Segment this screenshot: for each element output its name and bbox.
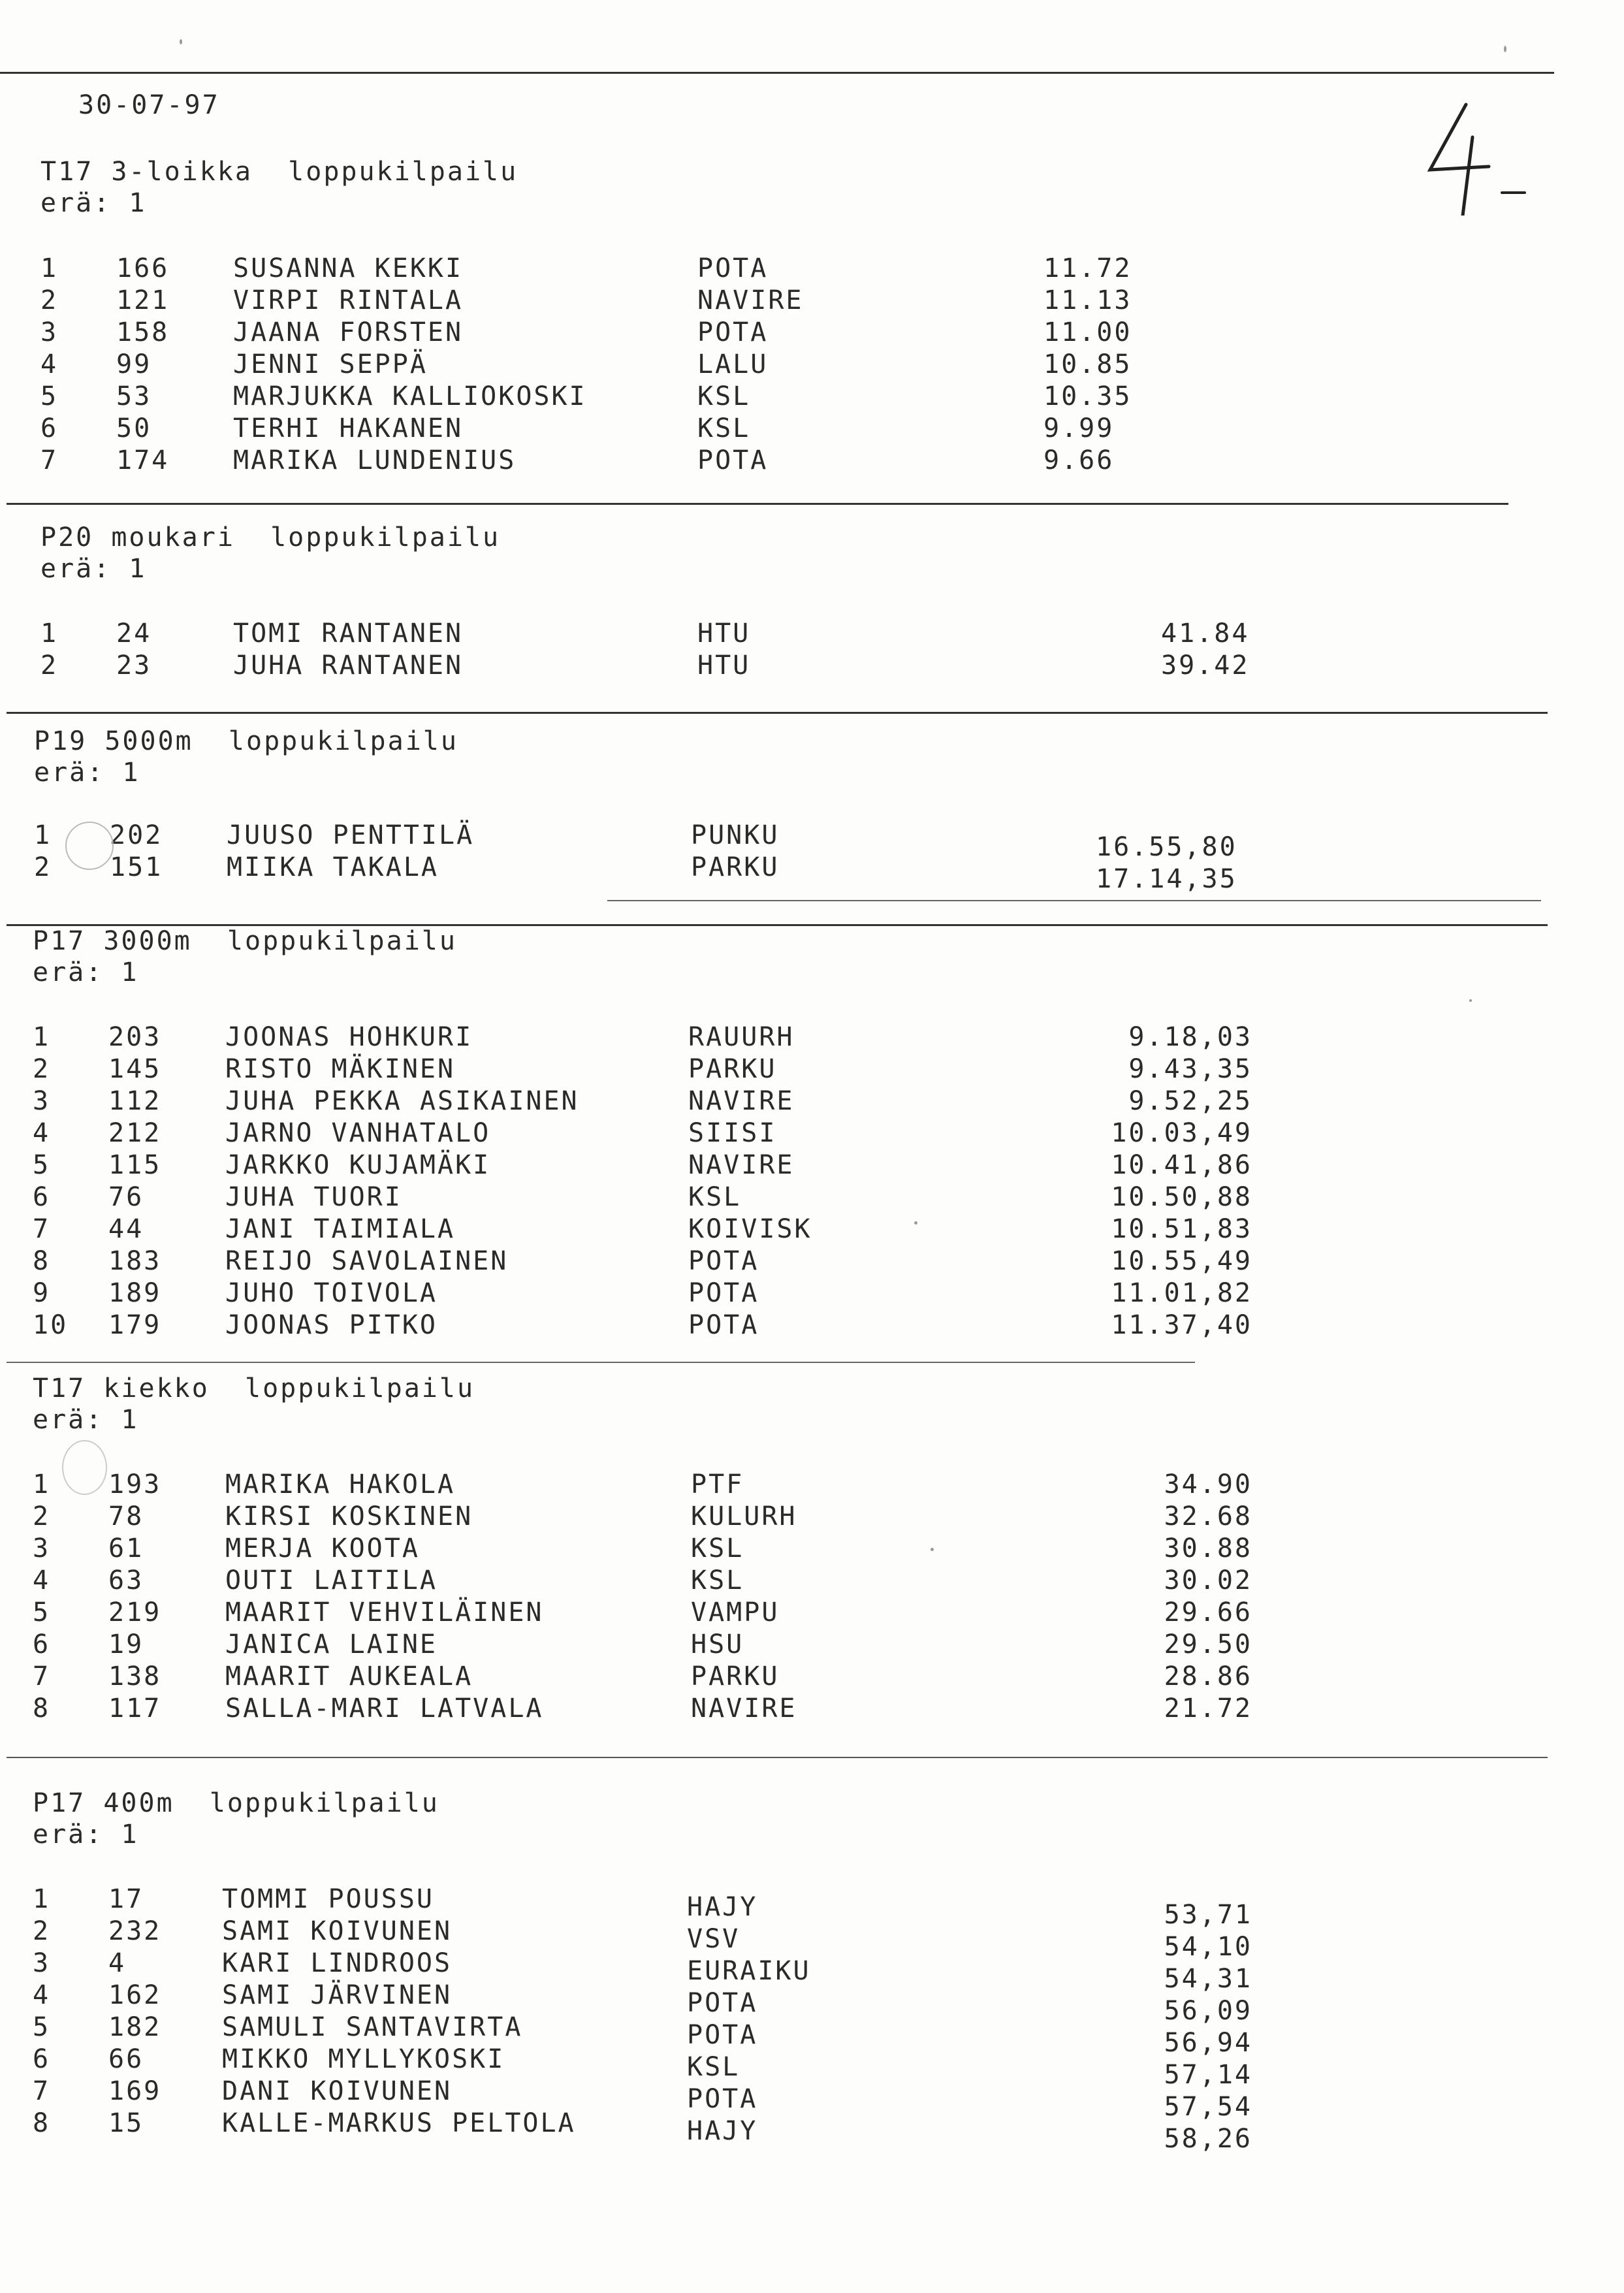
section-divider bbox=[7, 1362, 1195, 1363]
rank: 6 bbox=[40, 413, 59, 443]
club: PARKU bbox=[691, 852, 780, 882]
rank: 2 bbox=[34, 852, 52, 882]
club: POTA bbox=[687, 2020, 758, 2050]
rank: 4 bbox=[40, 349, 59, 379]
rank: 4 bbox=[33, 1118, 51, 1148]
table-row bbox=[0, 1948, 1624, 1994]
bib-number: 138 bbox=[108, 1661, 162, 1692]
club: PARKU bbox=[691, 1661, 780, 1692]
result: 11.01,82 bbox=[1111, 1278, 1252, 1308]
athlete-name: SALLA-MARI LATVALA bbox=[225, 1693, 544, 1724]
club: NAVIRE bbox=[688, 1086, 795, 1116]
athlete-name: SAMI JÄRVINEN bbox=[222, 1980, 453, 2010]
athlete-name: JUHO TOIVOLA bbox=[225, 1278, 438, 1308]
result: 21.72 bbox=[1164, 1693, 1252, 1724]
section-divider bbox=[7, 503, 1508, 505]
table-row bbox=[0, 317, 1624, 350]
athlete-name: MAARIT VEHVILÄINEN bbox=[225, 1597, 544, 1628]
rank: 1 bbox=[33, 1022, 51, 1052]
athlete-name: MIKKO MYLLYKOSKI bbox=[222, 2044, 505, 2074]
pencil-circle-mark bbox=[62, 1440, 107, 1495]
result: 10.41,86 bbox=[1111, 1150, 1252, 1180]
result: 57,14 bbox=[1164, 2060, 1252, 2090]
bib-number: 162 bbox=[108, 1980, 162, 2010]
rank: 5 bbox=[33, 1597, 51, 1628]
rank: 7 bbox=[40, 445, 59, 475]
section-divider bbox=[607, 900, 1541, 901]
scan-speck bbox=[1469, 999, 1472, 1002]
club: POTA bbox=[688, 1278, 759, 1308]
club: POTA bbox=[697, 317, 769, 347]
scan-speck bbox=[180, 39, 182, 44]
table-row bbox=[0, 1310, 1624, 1343]
club: KSL bbox=[688, 1182, 742, 1212]
table-row bbox=[0, 650, 1624, 683]
athlete-name: KALLE-MARKUS PELTOLA bbox=[222, 2108, 576, 2138]
bib-number: 193 bbox=[108, 1469, 162, 1499]
athlete-name: JUHA TUORI bbox=[225, 1182, 402, 1212]
section-title: P17 400m loppukilpailu bbox=[33, 1788, 439, 1818]
table-row bbox=[0, 349, 1624, 382]
bib-number: 189 bbox=[108, 1278, 162, 1308]
bib-number: 44 bbox=[108, 1214, 144, 1244]
athlete-name: JUUSO PENTTILÄ bbox=[227, 820, 475, 850]
bib-number: 212 bbox=[108, 1118, 162, 1148]
athlete-name: JUHA RANTANEN bbox=[233, 650, 464, 681]
club: KSL bbox=[697, 413, 751, 443]
bib-number: 17 bbox=[108, 1884, 144, 1914]
rank: 6 bbox=[33, 1182, 51, 1212]
athlete-name: SAMI KOIVUNEN bbox=[222, 1916, 453, 1946]
section-heat: erä: 1 bbox=[33, 1820, 139, 1850]
bib-number: 23 bbox=[116, 650, 152, 681]
table-row bbox=[0, 1661, 1624, 1694]
table-row bbox=[0, 1278, 1624, 1311]
club: NAVIRE bbox=[697, 285, 804, 315]
athlete-name: SAMULI SANTAVIRTA bbox=[222, 2012, 523, 2042]
bib-number: 15 bbox=[108, 2108, 144, 2138]
club: HTU bbox=[697, 650, 751, 681]
bib-number: 166 bbox=[116, 253, 170, 283]
club: NAVIRE bbox=[691, 1693, 797, 1724]
rank: 6 bbox=[33, 1629, 51, 1660]
bib-number: 202 bbox=[110, 820, 163, 850]
result: 39.42 bbox=[1161, 650, 1250, 681]
club: KSL bbox=[687, 2052, 740, 2082]
scan-speck bbox=[914, 1221, 917, 1225]
rank: 2 bbox=[40, 650, 59, 681]
athlete-name: DANI KOIVUNEN bbox=[222, 2076, 453, 2106]
athlete-name: TOMMI POUSSU bbox=[222, 1884, 434, 1914]
rank: 2 bbox=[33, 1916, 51, 1946]
club: POTA bbox=[688, 1246, 759, 1276]
table-row bbox=[0, 1916, 1624, 1962]
club: SIISI bbox=[688, 1118, 777, 1148]
result: 11.72 bbox=[1043, 253, 1132, 283]
table-row bbox=[0, 1054, 1624, 1087]
result: 29.50 bbox=[1164, 1629, 1252, 1660]
table-row bbox=[0, 253, 1624, 286]
rank: 5 bbox=[40, 381, 59, 411]
bib-number: 174 bbox=[116, 445, 170, 475]
top-rule bbox=[0, 72, 1554, 74]
athlete-name: REIJO SAVOLAINEN bbox=[225, 1246, 509, 1276]
table-row bbox=[0, 1693, 1624, 1726]
table-row bbox=[0, 1597, 1624, 1630]
athlete-name: JAANA FORSTEN bbox=[233, 317, 464, 347]
rank: 1 bbox=[40, 618, 59, 649]
result: 11.37,40 bbox=[1111, 1310, 1252, 1340]
table-row bbox=[0, 285, 1624, 318]
club: NAVIRE bbox=[688, 1150, 795, 1180]
club: POTA bbox=[688, 1310, 759, 1340]
bib-number: 179 bbox=[108, 1310, 162, 1340]
table-row bbox=[0, 1469, 1624, 1502]
rank: 1 bbox=[34, 820, 52, 850]
section-heat: erä: 1 bbox=[33, 1405, 139, 1435]
athlete-name: JANI TAIMIALA bbox=[225, 1214, 456, 1244]
rank: 2 bbox=[40, 285, 59, 315]
bib-number: 115 bbox=[108, 1150, 162, 1180]
result: 34.90 bbox=[1164, 1469, 1252, 1499]
bib-number: 61 bbox=[108, 1533, 144, 1563]
table-row bbox=[0, 1214, 1624, 1247]
result: 28.86 bbox=[1164, 1661, 1252, 1692]
bib-number: 24 bbox=[116, 618, 152, 649]
section-title: P19 5000m loppukilpailu bbox=[34, 726, 458, 756]
table-row bbox=[0, 1182, 1624, 1215]
bib-number: 232 bbox=[108, 1916, 162, 1946]
result: 17.14,35 bbox=[1096, 864, 1237, 894]
rank: 6 bbox=[33, 2044, 51, 2074]
club: POTA bbox=[697, 445, 769, 475]
bib-number: 66 bbox=[108, 2044, 144, 2074]
table-row bbox=[0, 1565, 1624, 1598]
result: 29.66 bbox=[1164, 1597, 1252, 1628]
bib-number: 145 bbox=[108, 1054, 162, 1084]
club: POTA bbox=[687, 1988, 758, 2018]
athlete-name: MIIKA TAKALA bbox=[227, 852, 439, 882]
athlete-name: OUTI LAITILA bbox=[225, 1565, 438, 1595]
result: 10.51,83 bbox=[1111, 1214, 1252, 1244]
rank: 1 bbox=[33, 1469, 51, 1499]
handwritten-page-number bbox=[1417, 98, 1535, 216]
table-row bbox=[0, 1086, 1624, 1119]
section-divider bbox=[7, 1757, 1548, 1758]
club: VAMPU bbox=[691, 1597, 780, 1628]
table-row bbox=[0, 381, 1624, 414]
rank: 3 bbox=[40, 317, 59, 347]
table-row bbox=[0, 1501, 1624, 1534]
result: 30.02 bbox=[1164, 1565, 1252, 1595]
rank: 3 bbox=[33, 1948, 51, 1978]
club: KSL bbox=[697, 381, 751, 411]
athlete-name: MAARIT AUKEALA bbox=[225, 1661, 473, 1692]
bib-number: 78 bbox=[108, 1501, 144, 1531]
rank: 7 bbox=[33, 1214, 51, 1244]
rank: 1 bbox=[40, 253, 59, 283]
bib-number: 99 bbox=[116, 349, 152, 379]
athlete-name: TOMI RANTANEN bbox=[233, 618, 464, 649]
athlete-name: JARNO VANHATALO bbox=[225, 1118, 491, 1148]
table-row bbox=[0, 1533, 1624, 1566]
scan-speck bbox=[1504, 46, 1506, 52]
bib-number: 4 bbox=[108, 1948, 127, 1978]
club: PUNKU bbox=[691, 820, 780, 850]
section-heat: erä: 1 bbox=[40, 554, 147, 584]
club: KSL bbox=[691, 1565, 744, 1595]
rank: 8 bbox=[33, 1246, 51, 1276]
athlete-name: TERHI HAKANEN bbox=[233, 413, 464, 443]
section-heat: erä: 1 bbox=[34, 758, 140, 788]
section-title: T17 3-loikka loppukilpailu bbox=[40, 157, 518, 187]
result: 11.13 bbox=[1043, 285, 1132, 315]
club: HSU bbox=[691, 1629, 744, 1660]
athlete-name: MARIKA LUNDENIUS bbox=[233, 445, 517, 475]
section-heat: erä: 1 bbox=[33, 957, 139, 987]
table-row bbox=[0, 1980, 1624, 2026]
club: PTF bbox=[691, 1469, 744, 1499]
bib-number: 19 bbox=[108, 1629, 144, 1660]
athlete-name: JOONAS PITKO bbox=[225, 1310, 438, 1340]
table-row bbox=[0, 2108, 1624, 2154]
result: 54,10 bbox=[1164, 1932, 1252, 1962]
club: HAJY bbox=[687, 2116, 758, 2146]
result: 32.68 bbox=[1164, 1501, 1252, 1531]
table-row bbox=[0, 820, 1624, 862]
bib-number: 121 bbox=[116, 285, 170, 315]
athlete-name: VIRPI RINTALA bbox=[233, 285, 464, 315]
bib-number: 151 bbox=[110, 852, 163, 882]
athlete-name: SUSANNA KEKKI bbox=[233, 253, 464, 283]
result: 9.52,25 bbox=[1128, 1086, 1252, 1116]
table-row bbox=[0, 413, 1624, 446]
club: POTA bbox=[697, 253, 769, 283]
result: 10.85 bbox=[1043, 349, 1132, 379]
result: 9.99 bbox=[1043, 413, 1115, 443]
club: PARKU bbox=[688, 1054, 777, 1084]
club: VSV bbox=[687, 1924, 740, 1954]
bib-number: 117 bbox=[108, 1693, 162, 1724]
rank: 7 bbox=[33, 1661, 51, 1692]
rank: 2 bbox=[33, 1054, 51, 1084]
section-title: P20 moukari loppukilpailu bbox=[40, 522, 501, 553]
table-row bbox=[0, 1246, 1624, 1279]
club: POTA bbox=[687, 2084, 758, 2114]
bib-number: 182 bbox=[108, 2012, 162, 2042]
result: 30.88 bbox=[1164, 1533, 1252, 1563]
result: 58,26 bbox=[1164, 2124, 1252, 2154]
club: HAJY bbox=[687, 1892, 758, 1922]
athlete-name: MARJUKKA KALLIOKOSKI bbox=[233, 381, 587, 411]
document-date: 30-07-97 bbox=[78, 90, 220, 120]
club: KOIVISK bbox=[688, 1214, 812, 1244]
result: 10.35 bbox=[1043, 381, 1132, 411]
rank: 3 bbox=[33, 1086, 51, 1116]
bib-number: 76 bbox=[108, 1182, 144, 1212]
table-row bbox=[0, 1884, 1624, 1930]
result: 10.03,49 bbox=[1111, 1118, 1252, 1148]
club: KULURH bbox=[691, 1501, 797, 1531]
result: 9.66 bbox=[1043, 445, 1115, 475]
athlete-name: JUHA PEKKA ASIKAINEN bbox=[225, 1086, 579, 1116]
athlete-name: KARI LINDROOS bbox=[222, 1948, 453, 1978]
bib-number: 112 bbox=[108, 1086, 162, 1116]
result: 56,09 bbox=[1164, 1996, 1252, 2026]
club: RAUURH bbox=[688, 1022, 795, 1052]
table-row bbox=[0, 618, 1624, 651]
club: HTU bbox=[697, 618, 751, 649]
result: 10.55,49 bbox=[1111, 1246, 1252, 1276]
result: 56,94 bbox=[1164, 2028, 1252, 2058]
rank: 3 bbox=[33, 1533, 51, 1563]
rank: 1 bbox=[33, 1884, 51, 1914]
bib-number: 183 bbox=[108, 1246, 162, 1276]
athlete-name: RISTO MÄKINEN bbox=[225, 1054, 456, 1084]
rank: 8 bbox=[33, 1693, 51, 1724]
rank: 10 bbox=[33, 1310, 69, 1340]
section-heat: erä: 1 bbox=[40, 188, 147, 218]
section-divider bbox=[7, 712, 1548, 714]
club: LALU bbox=[697, 349, 769, 379]
rank: 2 bbox=[33, 1501, 51, 1531]
result: 16.55,80 bbox=[1096, 832, 1237, 862]
rank: 9 bbox=[33, 1278, 51, 1308]
section-title: T17 kiekko loppukilpailu bbox=[33, 1373, 475, 1403]
result: 54,31 bbox=[1164, 1964, 1252, 1994]
table-row bbox=[0, 1150, 1624, 1183]
club: EURAIKU bbox=[687, 1956, 811, 1986]
athlete-name: JARKKO KUJAMÄKI bbox=[225, 1150, 491, 1180]
bib-number: 50 bbox=[116, 413, 152, 443]
club: KSL bbox=[691, 1533, 744, 1563]
section-title: P17 3000m loppukilpailu bbox=[33, 926, 457, 956]
table-row bbox=[0, 1629, 1624, 1662]
table-row bbox=[0, 445, 1624, 478]
table-row bbox=[0, 852, 1624, 894]
result: 9.43,35 bbox=[1128, 1054, 1252, 1084]
pencil-circle-mark bbox=[65, 822, 114, 870]
rank: 4 bbox=[33, 1565, 51, 1595]
athlete-name: KIRSI KOSKINEN bbox=[225, 1501, 473, 1531]
handwritten-four-icon bbox=[1417, 98, 1535, 216]
athlete-name: JOONAS HOHKURI bbox=[225, 1022, 473, 1052]
table-row bbox=[0, 1022, 1624, 1055]
scan-speck bbox=[931, 1548, 934, 1551]
table-row bbox=[0, 2076, 1624, 2122]
athlete-name: MARIKA HAKOLA bbox=[225, 1469, 456, 1499]
result: 53,71 bbox=[1164, 1900, 1252, 1930]
bib-number: 63 bbox=[108, 1565, 144, 1595]
rank: 8 bbox=[33, 2108, 51, 2138]
rank: 5 bbox=[33, 2012, 51, 2042]
bib-number: 158 bbox=[116, 317, 170, 347]
result: 57,54 bbox=[1164, 2092, 1252, 2122]
result: 11.00 bbox=[1043, 317, 1132, 347]
bib-number: 219 bbox=[108, 1597, 162, 1628]
result: 9.18,03 bbox=[1128, 1022, 1252, 1052]
bib-number: 169 bbox=[108, 2076, 162, 2106]
result: 10.50,88 bbox=[1111, 1182, 1252, 1212]
athlete-name: JANICA LAINE bbox=[225, 1629, 438, 1660]
athlete-name: MERJA KOOTA bbox=[225, 1533, 420, 1563]
bib-number: 53 bbox=[116, 381, 152, 411]
table-row bbox=[0, 2012, 1624, 2058]
rank: 7 bbox=[33, 2076, 51, 2106]
table-row bbox=[0, 2044, 1624, 2090]
rank: 5 bbox=[33, 1150, 51, 1180]
table-row bbox=[0, 1118, 1624, 1151]
result: 41.84 bbox=[1161, 618, 1250, 649]
bib-number: 203 bbox=[108, 1022, 162, 1052]
athlete-name: JENNI SEPPÄ bbox=[233, 349, 428, 379]
rank: 4 bbox=[33, 1980, 51, 2010]
